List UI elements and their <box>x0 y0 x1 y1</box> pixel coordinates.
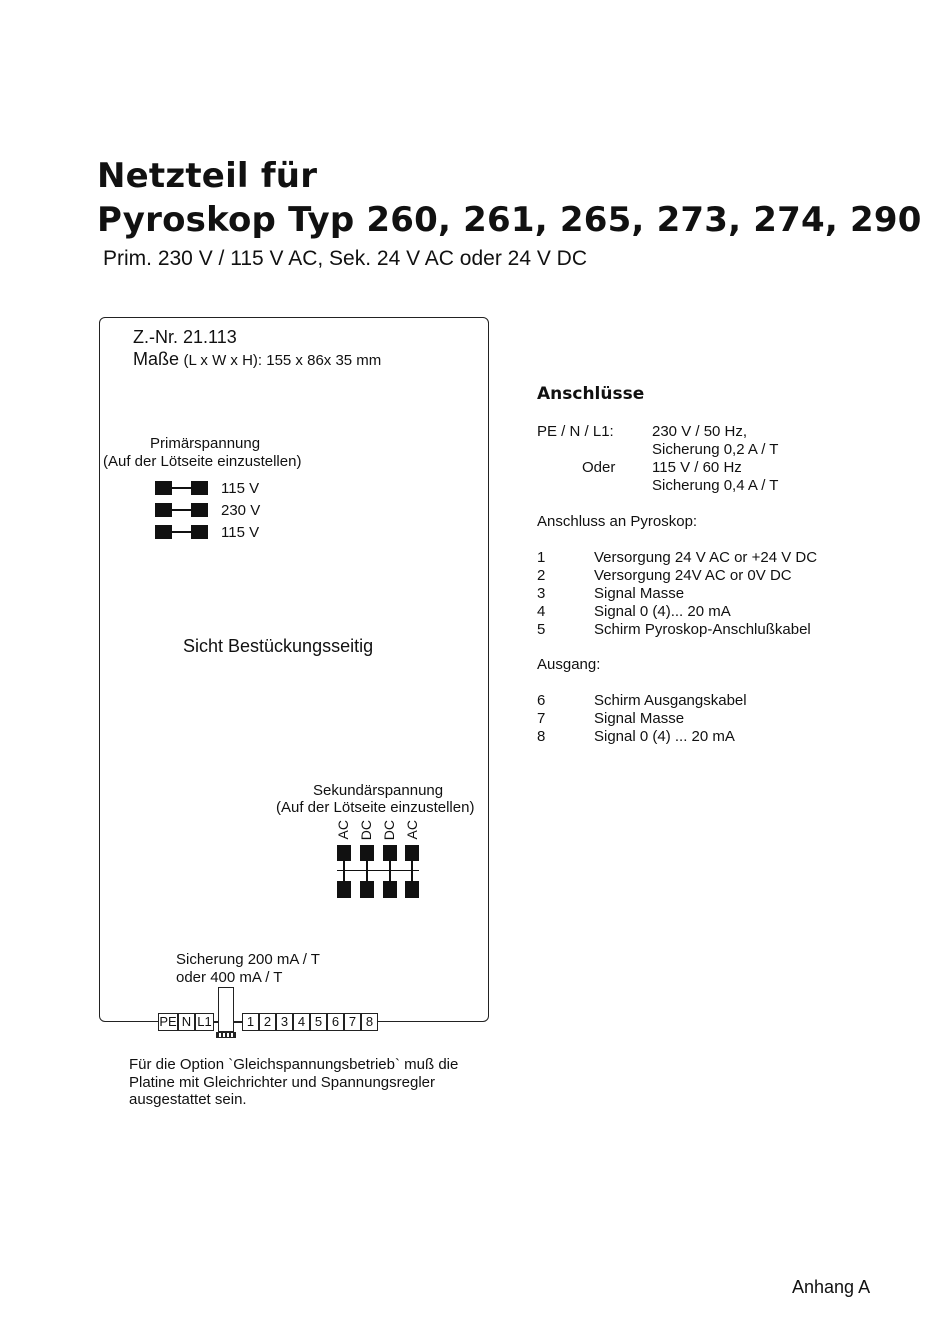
pin-number: 8 <box>537 728 546 745</box>
ausgang-heading: Ausgang: <box>537 656 601 673</box>
primary-voltage-note: (Auf der Lötseite einzustellen) <box>103 453 302 470</box>
terminal-pe: PE <box>159 1014 177 1029</box>
board-outline <box>99 317 489 1022</box>
pin-number: 2 <box>537 567 546 584</box>
pin-description: Signal Masse <box>594 585 685 602</box>
pe-value-2: Sicherung 0,2 A / T <box>652 441 779 458</box>
pin-number: 5 <box>537 621 546 638</box>
pin-number: 6 <box>537 692 546 709</box>
secondary-voltage-note: (Auf der Lötseite einzustellen) <box>276 799 475 816</box>
dimensions <box>133 349 381 370</box>
appendix-label: Anhang A <box>792 1277 871 1297</box>
secondary-jumper-label-2: DC <box>358 820 374 841</box>
terminal-8: 8 <box>361 1013 378 1031</box>
secondary-bus-line <box>337 870 419 871</box>
pin-description: Signal Masse <box>594 710 685 727</box>
primary-option-1: 115 V <box>221 480 260 497</box>
secondary-jumper-label-3: DC <box>381 820 397 841</box>
pin-description: Versorgung 24V AC or 0V DC <box>594 567 792 584</box>
terminal-4: 4 <box>293 1013 310 1031</box>
connections-heading: Anschlüsse <box>537 384 645 404</box>
note-line-1: Für die Option `Gleichspannungsbetrieb` muß die <box>129 1056 459 1073</box>
pin-number: 3 <box>537 585 546 602</box>
fuse-line-1: Sicherung 200 mA / T <box>176 951 320 968</box>
primary-voltage-title: Primärspannung <box>150 435 261 452</box>
subtitle: Prim. 230 V / 115 V AC, Sek. 24 V AC oder 24 V DC <box>103 247 588 270</box>
fuse-line-2: oder 400 mA / T <box>176 969 283 986</box>
dimensions-label: Maße <box>133 349 180 369</box>
pin-description: Versorgung 24 V AC or +24 V DC <box>594 549 818 566</box>
primary-option-2: 230 V <box>221 502 261 519</box>
oder-value-1: 115 V / 60 Hz <box>652 459 742 476</box>
note-line-3: ausgestattet sein. <box>129 1091 247 1108</box>
secondary-jumper-label-1: AC <box>335 820 351 840</box>
terminal-3: 3 <box>276 1013 293 1031</box>
terminal-5: 5 <box>310 1013 327 1031</box>
primary-option-3: 115 V <box>221 524 260 541</box>
pin-number: 4 <box>537 603 546 620</box>
terminal-1: 1 <box>242 1013 259 1031</box>
terminal-l1: L1 <box>195 1013 214 1031</box>
fuse-pins <box>216 1032 236 1038</box>
terminal-7: 7 <box>344 1013 361 1031</box>
oder-value-2: Sicherung 0,4 A / T <box>652 477 779 494</box>
pin-number: 7 <box>537 710 546 727</box>
terminal-6: 6 <box>327 1013 344 1031</box>
pyroskop-heading: Anschluss an Pyroskop: <box>537 513 698 530</box>
terminal-2: 2 <box>259 1013 276 1031</box>
dimensions-detail: (L x W x H): 155 x 86x 35 mm <box>183 352 382 369</box>
pin-description: Signal 0 (4)... 20 mA <box>594 603 731 620</box>
pe-label: PE / N / L1: <box>537 423 614 440</box>
pin-number: 1 <box>537 549 546 566</box>
connector-wire-mid <box>234 1022 242 1023</box>
secondary-jumper-label-4: AC <box>404 820 420 840</box>
view-label: Sicht Bestückungsseitig <box>183 636 374 656</box>
pin-description: Schirm Pyroskop-Anschlußkabel <box>594 621 811 638</box>
secondary-voltage-title: Sekundärspannung <box>313 782 444 799</box>
note-line-2: Platine mit Gleichrichter und Spannungsregler <box>129 1074 435 1091</box>
fuse-holder <box>218 987 234 1032</box>
title-line-1: Netzteil für <box>97 156 318 196</box>
pin-description: Signal 0 (4) ... 20 mA <box>594 728 735 745</box>
oder-label: Oder <box>582 459 616 476</box>
drawing-number: Z.-Nr. 21.113 <box>133 327 237 347</box>
pe-value-1: 230 V / 50 Hz, <box>652 423 748 440</box>
title-line-2: Pyroskop Typ 260, 261, 265, 273, 274, 290 <box>97 200 922 240</box>
terminal-n: N <box>178 1013 195 1031</box>
pin-description: Schirm Ausgangskabel <box>594 692 747 709</box>
